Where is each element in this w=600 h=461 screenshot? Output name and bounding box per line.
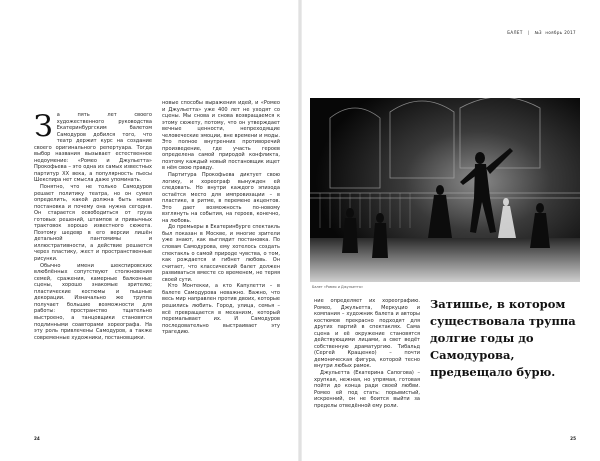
article-column-2 — [162, 100, 280, 336]
article-paragraph: До премьеры в Екатеринбурге спектакль был показан в Москве, и многие зрители уже знают, как выглядит постановка. По словам Самодурова, ему хотелось создать спектакль о самой природе чувства, о том, как рождается и гибнет любовь. Он считает, что классический балет должен развиваться вместе со временем, не теряя своей сути. — [162, 224, 280, 283]
running-head-date: ноябрь 2017 — [545, 30, 576, 35]
article-paragraph: Партитура Прокофьева диктует свою логику, и хореограф вынужден ей следовать. Но внутри каждого эпизода остаётся место для импровизации – в пластике, в ритме, в перемене акцентов. Это дает возможность по-новому взглянуть на события, на героев, конечно, на любовь. — [162, 172, 280, 224]
running-head-section: БАЛЕТ — [507, 30, 523, 35]
article-paragraph: ние определяет их хореографию. Ромео, Джульетта, Меркуцио и компания – художник балета и авторы костюмов прекрасно подходят для других партий в спектаклях. Сама сцена и её окружение становятся действующими лицами, а свет ведёт собственную драматургию. Тибальд (Сергей Кращенко) – почти демоническая фигура, которой тесно внутри любых рамок. — [314, 298, 420, 370]
spine-gutter — [298, 0, 302, 461]
paragraph-text: а пять лет своего художественного руководства Екатеринбургским балетом Самодуров добился того, что театр держит курс на создание своего оригинального репертуара. Тогда выбор названия вызывает естественное недоумение: «Ромео и Джульетта» Прокофьева – это одна из самых известных партитур XX века, а популярность пьесы Шекспира нет смысла даже упоминать. — [34, 112, 152, 184]
pull-quote: Затишье, в котором существовала труппа долгие годы до Самодурова, предвещало бурю. — [430, 297, 576, 379]
photo-caption: Балет «Ромео и Джульетта» — [312, 285, 364, 289]
page-number-left: 24 — [34, 436, 40, 441]
article-paragraph: Понятно, что не только Самодуров решает политику театра, но он сумел определить, какой должна быть новая постановка и почему она нужна сегодня. Он старается освободиться от груза готовых решений, штампов и привычных трактовок хорошо известного сюжета. Поэтому шедевр в его версии лишён детальной пантомимы и иллюстративности, а действие решается через пластику, жест и пространственные рисунки. — [34, 184, 152, 263]
article-paragraph: Обычно имени шекспировских влюблённых сопутствуют столкновения семей, сражения, камерные балконные сцены, хорошо знакомые зрителю; пластические костюмы и пышные декорации. Изначально же труппа получает большие возможности для работы: пространство тщательно выстроено, а танцовщики становятся подлинными соавторами хореографа. На эту роль привлечены Самодуров, а также современные художники, постановщики. — [34, 262, 152, 341]
running-head-separator: | — [527, 30, 530, 35]
running-head — [507, 30, 576, 35]
running-head-issue: №3 — [534, 30, 542, 35]
stage-photo — [310, 98, 580, 282]
ballet-scene-illustration — [310, 98, 580, 282]
drop-cap: З — [34, 109, 53, 144]
article-column-1 — [34, 109, 152, 341]
article-paragraph: Кто Монтекки, а кто Капулетти – в балете Самодурова неважно. Важно, что весь мир направлен против двоих, которые решились любить. Город, улица, семья – всё превращается в механизм, который перемалывает их. И Самодуров последовательно выстраивает эту трагедию. — [162, 283, 280, 336]
article-paragraph: Джульетта (Екатерина Сапогова) – хрупкая, нежная, но упрямая, готовая пойти до конца ради своей любви. Ромео ей под стать: порывистый, искренний, он не боится выйти за пределы отведённой ему роли. — [314, 370, 420, 409]
article-paragraph — [34, 109, 152, 184]
article-paragraph: новые способы выражения идей, и «Ромео и Джульетта» уже 400 лет не уходят со сцены. Мы снова и снова возвращаемся к этому сюжету, потому, что он утверждает вечные ценности, непреходящие человеческие эмоции, вне времени и моды. Это полное внутренних противоречий произведение, где участь героев определена самой природой конфликта, поэтому каждый новый постановщик ищет в нём свою правду. — [162, 100, 280, 172]
article-column-3 — [314, 298, 420, 409]
page-number-right: 25 — [570, 436, 576, 441]
